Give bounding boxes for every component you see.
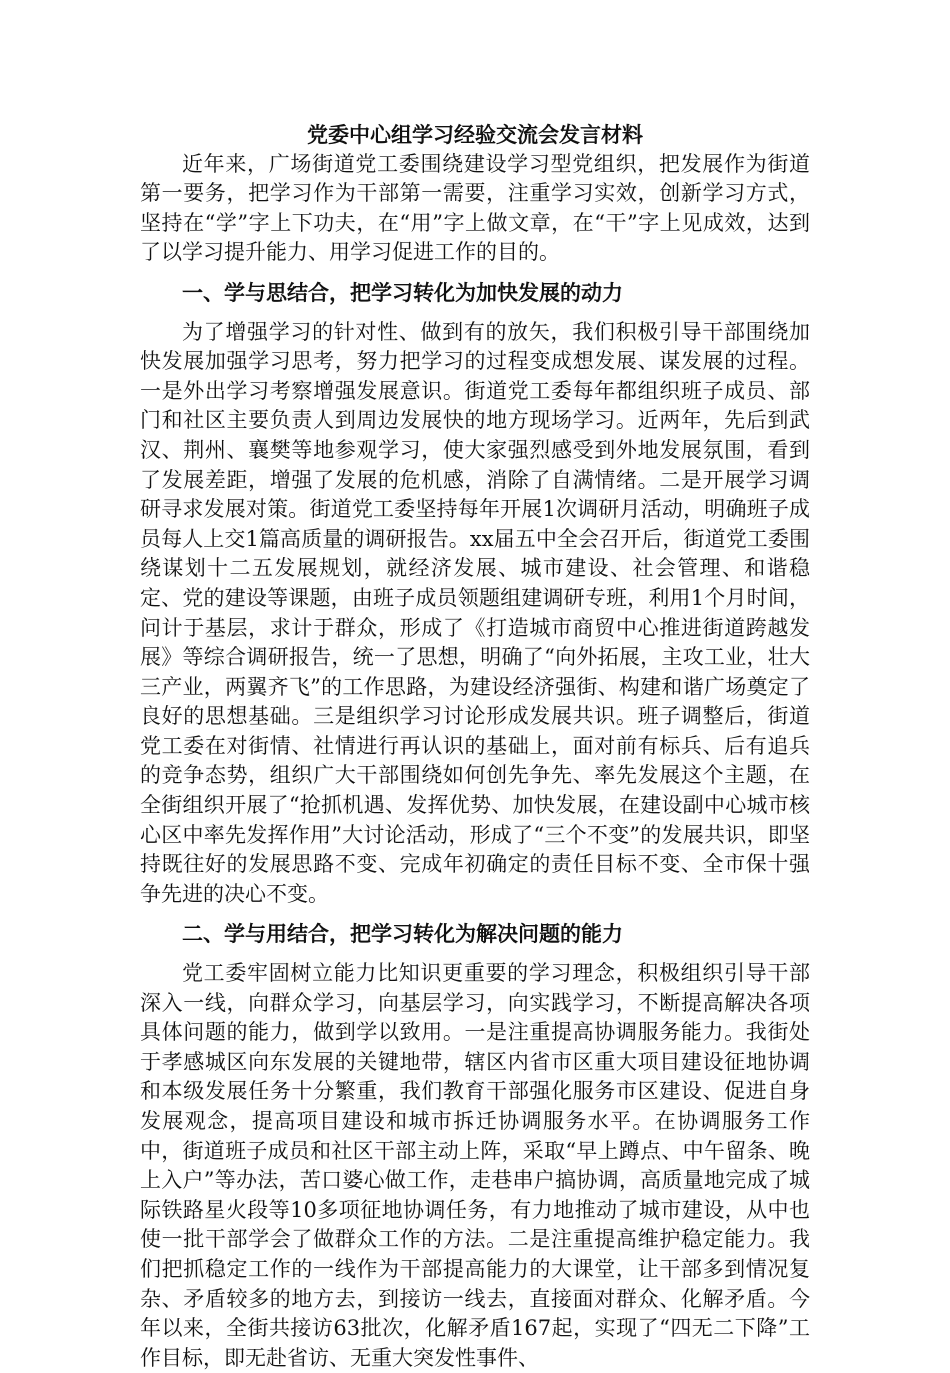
section-2-body: 党工委牢固树立能力比知识更重要的学习理念，积极组织引导干部深入一线，向群众学习，向基层学习，向实践学习，不断提高解决各项具体问题的能力，做到学以致用。一是注重提高协调服务能力。我街处于孝感城区向东发展的关键地带，辖区内省市区重大项目建设征地协调和本级发展任务十分繁重，我们教育干部强化服务市区建设、促进自身发展观念，提高项目建设和城市拆迁协调服务水平。在协调服务工作中，街道班子成员和社区干部主动上阵，采取“早上蹲点、中午留条、晚上入户”等办法，苦口婆心做工作，走巷串户搞协调，高质量地完成了城际铁路星火段等10多项征地协调任务，有力地推动了城市建设，从中也使一批干部学会了做群众工作的方法。二是注重提高维护稳定能力。我们把抓稳定工作的一线作为干部提高能力的大课堂，让干部多到情况复杂、矛盾较多的地方去，到接访一线去，直接面对群众、化解矛盾。今年以来，全街共接访63批次，化解矛盾167起，实现了“四无二下降”工作目标，即无赴省访、无重大突发性事件、: [140, 961, 810, 1370]
section-1-heading: 一、学与思结合，把学习转化为加快发展的动力: [182, 279, 623, 305]
section-2-heading: 二、学与用结合，把学习转化为解决问题的能力: [182, 921, 623, 947]
intro-paragraph: 近年来，广场街道党工委围绕建设学习型党组织，把发展作为街道第一要务，把学习作为干部第一需要，注重学习实效，创新学习方式，坚持在“学”字上下功夫，在“用”字上做文章，在“干”字上见成效，达到了以学习提升能力、用学习促进工作的目的。: [140, 151, 810, 265]
section-1-body: 为了增强学习的针对性、做到有的放矢，我们积极引导干部围绕加快发展加强学习思考，努力把学习的过程变成想发展、谋发展的过程。一是外出学习考察增强发展意识。街道党工委每年都组织班子成员、部门和社区主要负责人到周边发展快的地方现场学习。近两年，先后到武汉、荆州、襄樊等地参观学习，使大家强烈感受到外地发展氛围，看到了发展差距，增强了发展的危机感，消除了自满情绪。二是开展学习调研寻求发展对策。街道党工委坚持每年开展1次调研月活动，明确班子成员每人上交1篇高质量的调研报告。xx届五中全会召开后，街道党工委围绕谋划十二五发展规划，就经济发展、城市建设、社会管理、和谐稳定、党的建设等课题，由班子成员领题组建调研专班，利用1个月时间，问计于基层，求计于群众，形成了《打造城市商贸中心推进街道跨越发展》等综合调研报告，统一了思想，明确了“向外拓展，主攻工业，壮大三产业，两翼齐飞”的工作思路，为建设经济强街、构建和谐广场奠定了良好的思想基础。三是组织学习讨论形成发展共识。班子调整后，街道党工委在对街情、社情进行再认识的基础上，面对前有标兵、后有追兵的竞争态势，组织广大干部围绕如何创先争先、率先发展这个主题，在全街组织开展了“抢抓机遇、发挥优势、加快发展，在建设副中心城市核心区中率先发挥作用”大讨论活动，形成了“三个不变”的发展共识，即坚持既往好的发展思路不变、完成年初确定的责任目标不变、全市保十强争先进的决心不变。: [140, 319, 810, 906]
document-title: 党委中心组学习经验交流会发言材料: [307, 122, 643, 147]
document-page: [140, 120, 810, 1373]
